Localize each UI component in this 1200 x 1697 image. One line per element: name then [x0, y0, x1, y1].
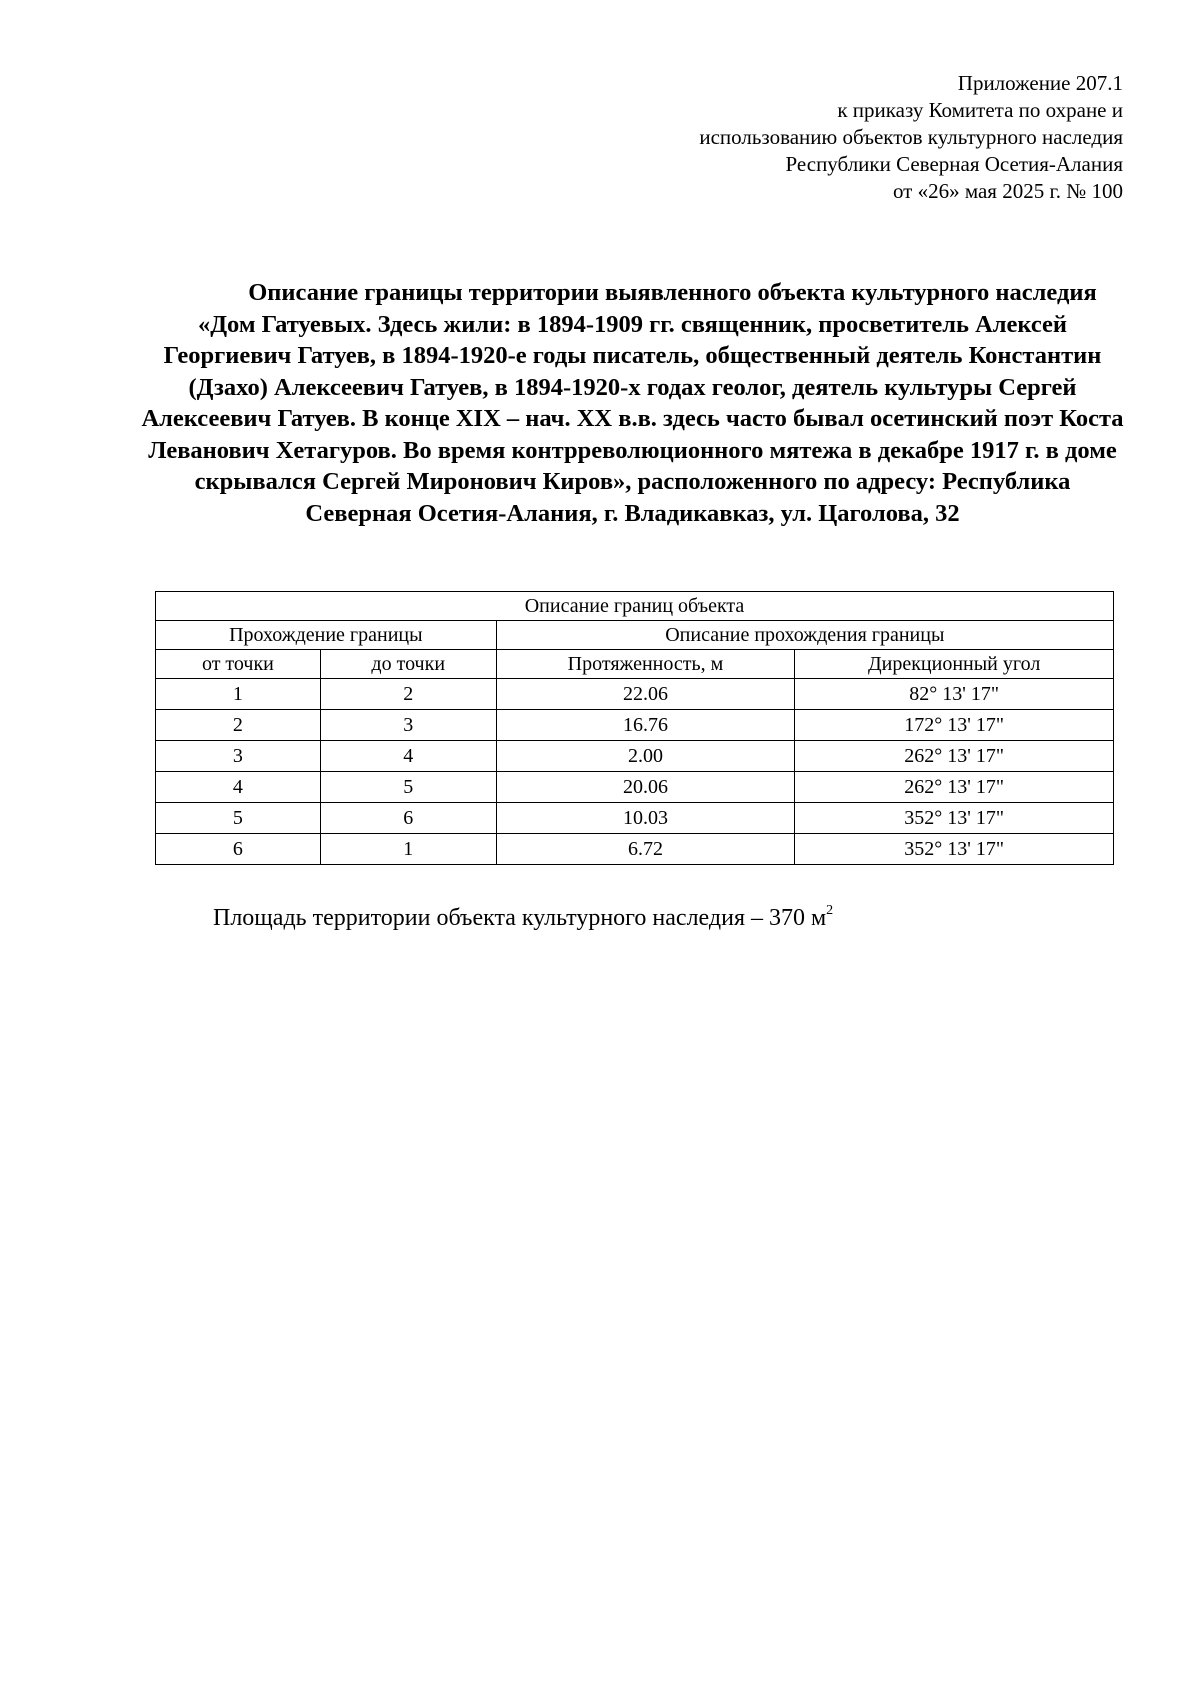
- table-group-header-row: [156, 621, 1114, 650]
- table-caption: Описание границ объекта: [156, 592, 1114, 621]
- boundary-table-body: [156, 592, 1114, 865]
- appendix-line-2: к приказу Комитета по охране и: [837, 98, 1123, 122]
- cell-from-point: 3: [156, 741, 321, 772]
- table-row: [156, 741, 1114, 772]
- cell-to-point: 2: [320, 679, 496, 710]
- territory-area-statement: [213, 903, 833, 933]
- column-header-from-point: от точки: [156, 650, 321, 679]
- document-title: [140, 277, 1125, 529]
- cell-to-point: 4: [320, 741, 496, 772]
- cell-direction-angle: 172° 13' 17": [795, 710, 1114, 741]
- cell-direction-angle: 262° 13' 17": [795, 772, 1114, 803]
- column-header-length: Протяженность, м: [496, 650, 795, 679]
- cell-direction-angle: 352° 13' 17": [795, 834, 1114, 865]
- group-header-boundary-passage: Прохождение границы: [156, 621, 497, 650]
- square-superscript: 2: [826, 903, 834, 918]
- cell-to-point: 1: [320, 834, 496, 865]
- table-row: [156, 679, 1114, 710]
- cell-to-point: 5: [320, 772, 496, 803]
- appendix-line-1: Приложение 207.1: [957, 71, 1123, 95]
- boundary-table: [155, 591, 1114, 865]
- table-row: [156, 710, 1114, 741]
- cell-length: 10.03: [496, 803, 795, 834]
- appendix-line-4: Республики Северная Осетия-Алания: [785, 152, 1123, 176]
- cell-direction-angle: 352° 13' 17": [795, 803, 1114, 834]
- cell-from-point: 4: [156, 772, 321, 803]
- table-caption-row: [156, 592, 1114, 621]
- table-row: [156, 803, 1114, 834]
- cell-length: 2.00: [496, 741, 795, 772]
- appendix-line-5: от «26» мая 2025 г. № 100: [892, 179, 1123, 203]
- territory-area-text: Площадь территории объекта культурного наследия – 370 м: [213, 905, 827, 931]
- cell-length: 6.72: [496, 834, 795, 865]
- cell-from-point: 6: [156, 834, 321, 865]
- cell-from-point: 2: [156, 710, 321, 741]
- document-title-text: Описание границы территории выявленного объекта культурного наследия «Дом Гатуевых. Здесь жили: в 1894-1909 гг. священник, просветитель Алексей Георгиевич Гатуев, в 1894-1920-е годы писатель, общественный деятель Константин (Дзахо) Алексеевич Гатуев, в 1894-1920-х годах геолог, деятель культуры Сергей Алексеевич Гатуев. В конце XIX – нач. XX в.в. здесь часто бывал осетинский поэт Коста Леванович Хетагуров. Во время контрреволюционного мятежа в декабре 1917 г. в доме скрывался Сергей Миронович Киров», расположенного по адресу: Республика Северная Осетия-Алания, г. Владикавказ, ул. Цаголова, 32: [141, 279, 1124, 527]
- appendix-header: [699, 70, 1123, 205]
- cell-from-point: 5: [156, 803, 321, 834]
- cell-length: 16.76: [496, 710, 795, 741]
- cell-to-point: 6: [320, 803, 496, 834]
- table-column-header-row: [156, 650, 1114, 679]
- table-row: [156, 772, 1114, 803]
- column-header-to-point: до точки: [320, 650, 496, 679]
- cell-direction-angle: 262° 13' 17": [795, 741, 1114, 772]
- column-header-direction-angle: Дирекционный угол: [795, 650, 1114, 679]
- cell-to-point: 3: [320, 710, 496, 741]
- cell-length: 20.06: [496, 772, 795, 803]
- cell-from-point: 1: [156, 679, 321, 710]
- cell-direction-angle: 82° 13' 17": [795, 679, 1114, 710]
- group-header-boundary-description: Описание прохождения границы: [496, 621, 1113, 650]
- cell-length: 22.06: [496, 679, 795, 710]
- table-row: [156, 834, 1114, 865]
- appendix-line-3: использованию объектов культурного наследия: [699, 125, 1123, 149]
